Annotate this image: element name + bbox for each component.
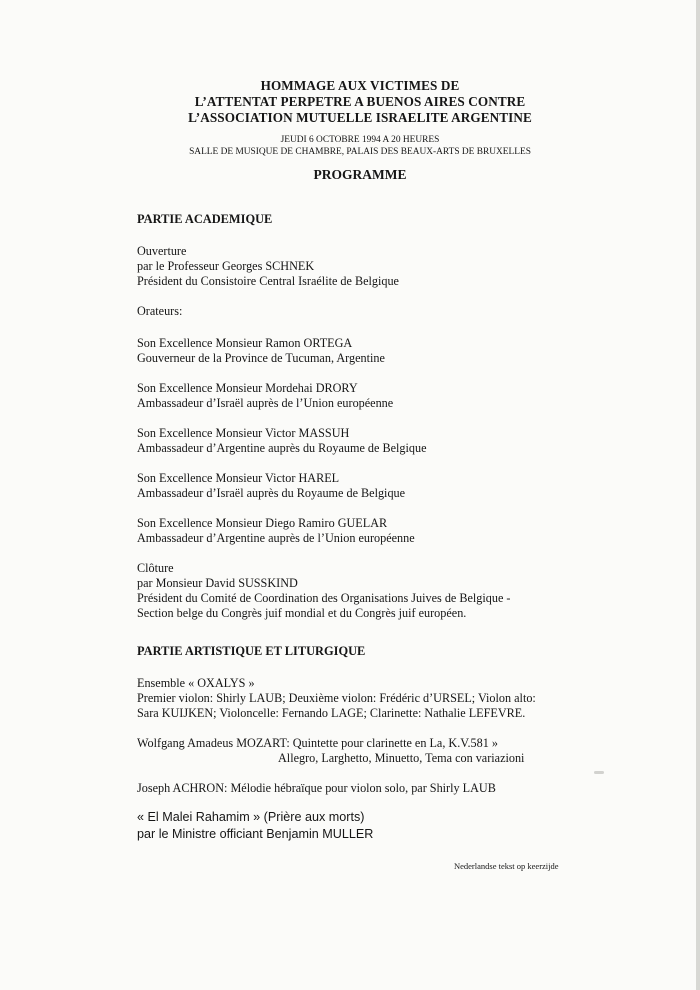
- speaker-block-5: [137, 516, 577, 546]
- opening-label: Ouverture: [137, 244, 187, 258]
- programme-body: [137, 212, 577, 843]
- title-line-2: L’ATTENTAT PERPETRE A BUENOS AIRES CONTRE: [194, 94, 526, 109]
- document-header: [0, 78, 700, 183]
- speaker-role: Ambassadeur d’Israël auprès du Royaume de Belgique: [137, 486, 406, 500]
- achron-work: Joseph ACHRON: Mélodie hébraïque pour violon solo, par Shirly LAUB: [137, 781, 496, 795]
- speakers-label: Orateurs:: [137, 304, 183, 318]
- speaker-block-4: [137, 471, 577, 501]
- speaker-role: Ambassadeur d’Argentine auprès de l’Union européenne: [137, 531, 415, 545]
- opening-block: [137, 244, 577, 289]
- speaker-block-1: [137, 336, 577, 366]
- date-line: JEUDI 6 OCTOBRE 1994 A 20 HEURES: [280, 135, 440, 145]
- paper-speck: [594, 771, 604, 774]
- speaker-role: Ambassadeur d’Israël auprès de l’Union européenne: [137, 396, 394, 410]
- prayer-block: [137, 809, 577, 843]
- prayer-title: « El Malei Rahamim » (Prière aux morts): [137, 810, 365, 824]
- speaker-role: Gouverneur de la Province de Tucuman, Argentine: [137, 351, 385, 365]
- closing-block: [137, 561, 577, 621]
- programme-heading: PROGRAMME: [313, 167, 407, 182]
- title-line-1: HOMMAGE AUX VICTIMES DE: [260, 78, 460, 93]
- speaker-name: Son Excellence Monsieur Victor HAREL: [137, 471, 340, 485]
- mozart-work: Wolfgang Amadeus MOZART: Quintette pour clarinette en La, K.V.581 »: [137, 736, 498, 750]
- title-line-3: L’ASSOCIATION MUTUELLE ISRAELITE ARGENTINE: [188, 110, 532, 125]
- speaker-block-2: [137, 381, 577, 411]
- footnote-dutch-text: Nederlandse tekst op keerzijde: [454, 861, 559, 871]
- event-details: [20, 134, 700, 158]
- closing-role-line-1: Président du Comité de Coordination des Organisations Juives de Belgique -: [137, 591, 511, 605]
- speaker-name: Son Excellence Monsieur Victor MASSUH: [137, 426, 350, 440]
- academic-heading: PARTIE ACADEMIQUE: [137, 212, 273, 226]
- closing-speaker: par Monsieur David SUSSKIND: [137, 576, 298, 590]
- mozart-block: [137, 736, 577, 766]
- opening-speaker: par le Professeur Georges SCHNEK: [137, 259, 315, 273]
- mozart-movements: Allegro, Larghetto, Minuetto, Tema con variazioni: [278, 751, 525, 765]
- ensemble-members-line-2: Sara KUIJKEN; Violoncelle: Fernando LAGE; Clarinette: Nathalie LEFEVRE.: [137, 706, 526, 720]
- opening-role: Président du Consistoire Central Israélite de Belgique: [137, 274, 399, 288]
- speaker-name: Son Excellence Monsieur Diego Ramiro GUELAR: [137, 516, 388, 530]
- ensemble-block: [137, 676, 577, 721]
- ensemble-members-line-1: Premier violon: Shirly LAUB; Deuxième violon: Frédéric d’URSEL; Violon alto:: [137, 691, 536, 705]
- venue-line: SALLE DE MUSIQUE DE CHAMBRE, PALAIS DES BEAUX-ARTS DE BRUXELLES: [189, 147, 531, 157]
- speaker-name: Son Excellence Monsieur Mordehai DRORY: [137, 381, 358, 395]
- ensemble-name: Ensemble « OXALYS »: [137, 676, 255, 690]
- speaker-block-3: [137, 426, 577, 456]
- speaker-name: Son Excellence Monsieur Ramon ORTEGA: [137, 336, 353, 350]
- artistic-heading: PARTIE ARTISTIQUE ET LITURGIQUE: [137, 644, 366, 658]
- prayer-officiant: par le Ministre officiant Benjamin MULLER: [137, 827, 374, 841]
- speaker-role: Ambassadeur d’Argentine auprès du Royaume de Belgique: [137, 441, 427, 455]
- closing-role-line-2: Section belge du Congrès juif mondial et du Congrès juif européen.: [137, 606, 467, 620]
- closing-label: Clôture: [137, 561, 174, 575]
